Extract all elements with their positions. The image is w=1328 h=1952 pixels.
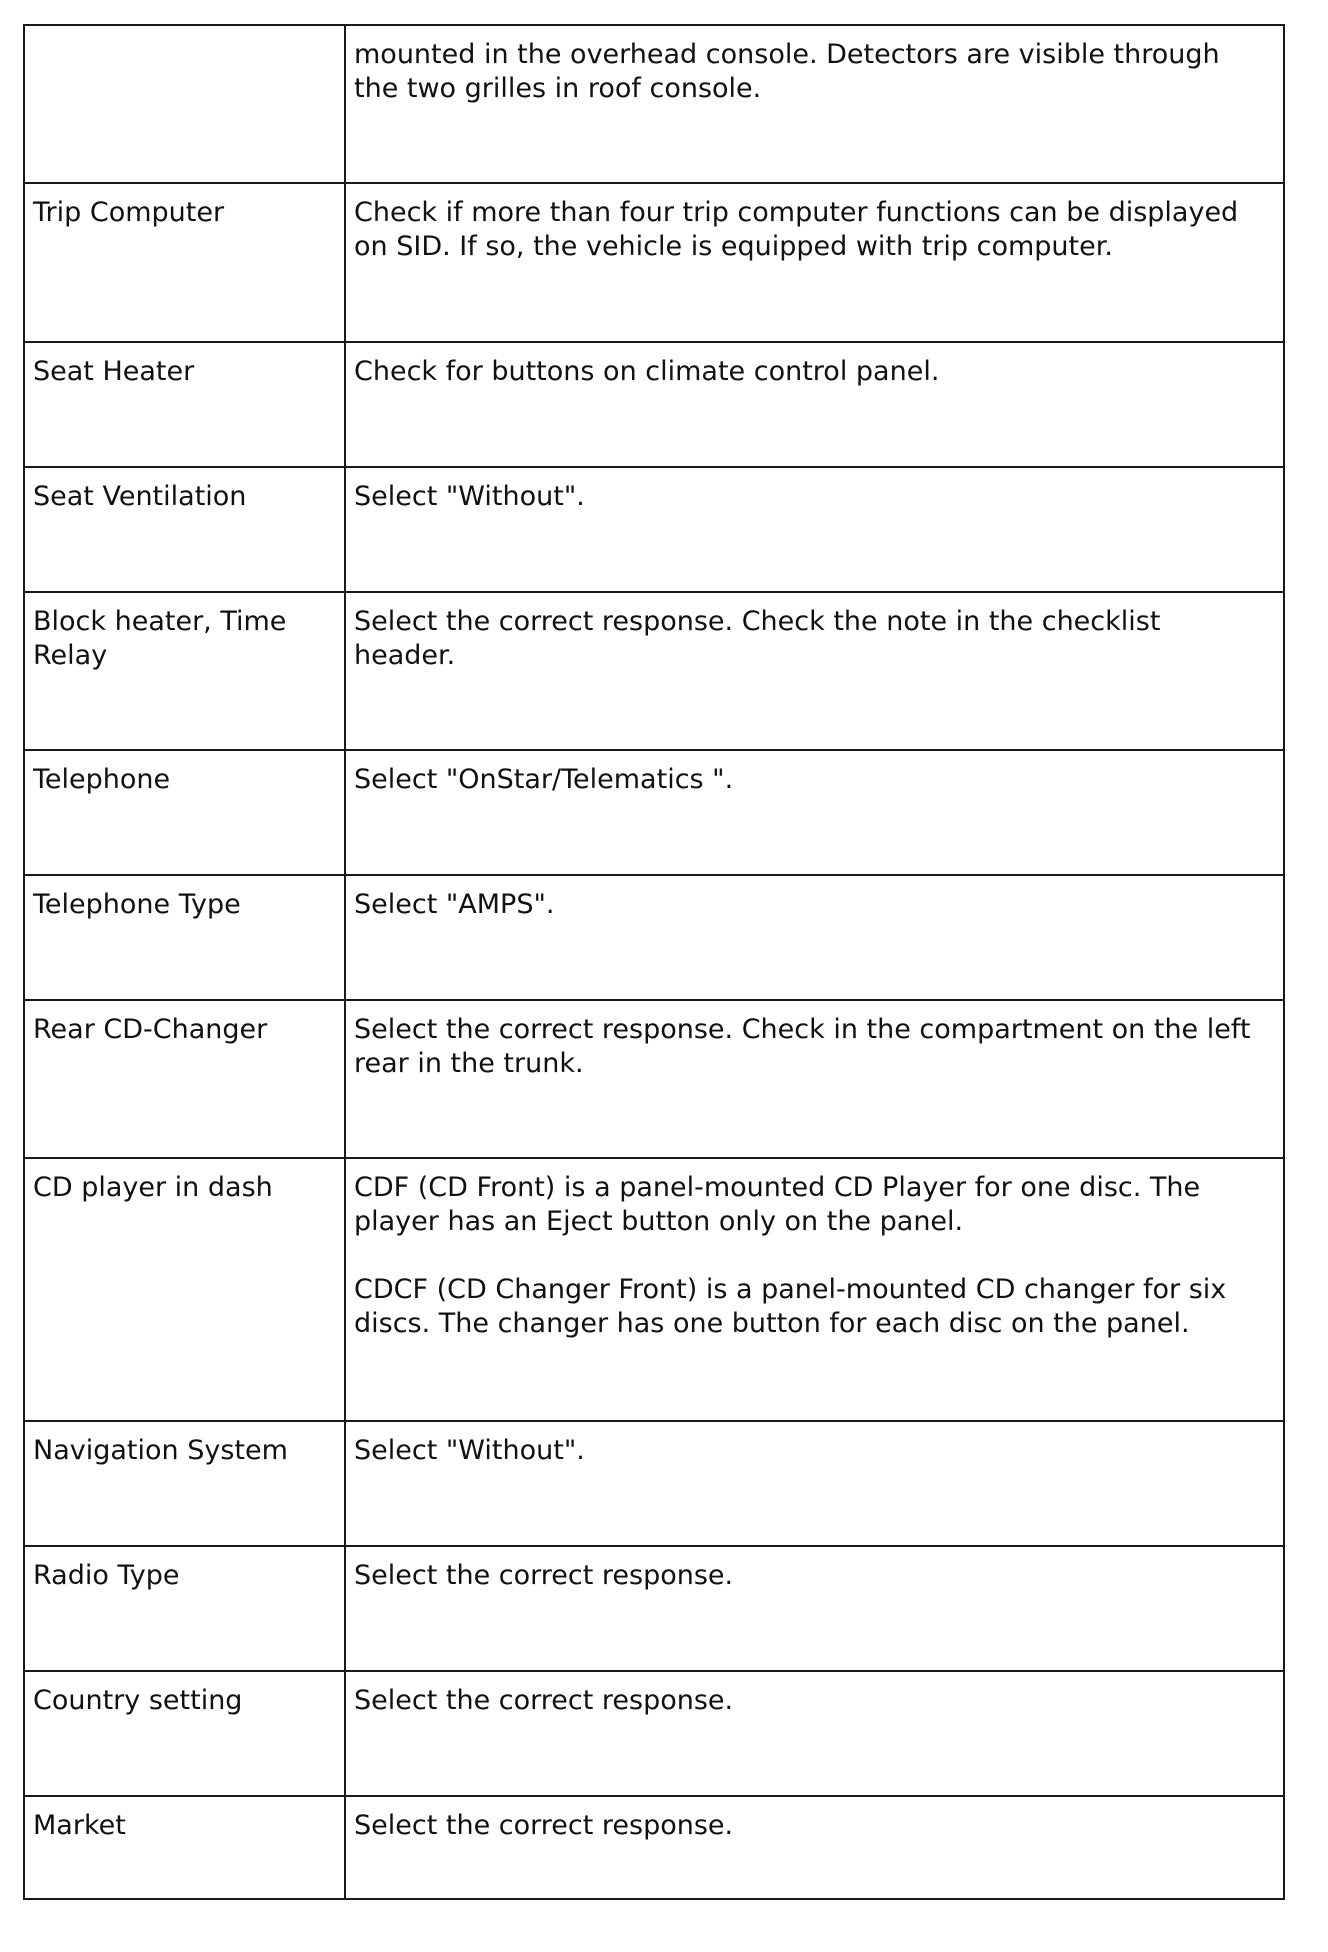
description-paragraph: mounted in the overhead console. Detectors are visible through the two grilles in roof console. xyxy=(354,39,1220,104)
row-description xyxy=(345,875,1284,1000)
row-label: Telephone xyxy=(24,750,345,875)
row-label: Market xyxy=(24,1796,345,1899)
description-paragraph: Select the correct response. xyxy=(354,1810,734,1841)
row-description xyxy=(345,1421,1284,1546)
row-description xyxy=(345,467,1284,592)
description-paragraph: CDCF (CD Changer Front) is a panel-mounted CD changer for six discs. The changer has one button for each disc on the panel. xyxy=(354,1274,1227,1339)
row-description xyxy=(345,750,1284,875)
description-paragraph: Select "AMPS". xyxy=(354,889,555,920)
row-description xyxy=(345,1796,1284,1899)
row-description xyxy=(345,1158,1284,1421)
description-paragraph: Check for buttons on climate control panel. xyxy=(354,356,940,387)
row-label: Seat Heater xyxy=(24,342,345,467)
description-paragraph: Check if more than four trip computer functions can be displayed on SID. If so, the vehicle is equipped with trip computer. xyxy=(354,197,1239,262)
row-description xyxy=(345,183,1284,342)
table-row xyxy=(24,1671,1284,1796)
table-row xyxy=(24,1796,1284,1899)
row-description xyxy=(345,1546,1284,1671)
checklist-table-body xyxy=(24,25,1284,1899)
description-paragraph: Select "Without". xyxy=(354,1435,585,1466)
description-paragraph: Select the correct response. Check the note in the checklist header. xyxy=(354,606,1161,671)
table-row xyxy=(24,183,1284,342)
row-description xyxy=(345,342,1284,467)
table-row xyxy=(24,467,1284,592)
description-paragraph: Select the correct response. xyxy=(354,1560,734,1591)
table-row xyxy=(24,1000,1284,1158)
table-row xyxy=(24,1421,1284,1546)
row-label: Trip Computer xyxy=(24,183,345,342)
row-label: Country setting xyxy=(24,1671,345,1796)
table-row xyxy=(24,592,1284,750)
row-label: Telephone Type xyxy=(24,875,345,1000)
row-description xyxy=(345,1000,1284,1158)
table-row xyxy=(24,342,1284,467)
row-description xyxy=(345,1671,1284,1796)
description-paragraph: Select the correct response. xyxy=(354,1685,734,1716)
row-label: Navigation System xyxy=(24,1421,345,1546)
row-label xyxy=(24,25,345,183)
row-label: Rear CD-Changer xyxy=(24,1000,345,1158)
row-label: Radio Type xyxy=(24,1546,345,1671)
row-description xyxy=(345,25,1284,183)
row-label: Block heater, Time Relay xyxy=(24,592,345,750)
description-paragraph: Select "Without". xyxy=(354,481,585,512)
table-row xyxy=(24,25,1284,183)
table-row xyxy=(24,875,1284,1000)
checklist-table xyxy=(23,24,1285,1900)
row-description xyxy=(345,592,1284,750)
table-row xyxy=(24,750,1284,875)
table-row xyxy=(24,1546,1284,1671)
description-paragraph: Select the correct response. Check in the compartment on the left rear in the trunk. xyxy=(354,1014,1251,1079)
row-label: Seat Ventilation xyxy=(24,467,345,592)
description-paragraph: CDF (CD Front) is a panel-mounted CD Player for one disc. The player has an Eject button only on the panel. xyxy=(354,1172,1201,1237)
table-row xyxy=(24,1158,1284,1421)
row-label: CD player in dash xyxy=(24,1158,345,1421)
description-paragraph: Select "OnStar/Telematics ". xyxy=(354,764,734,795)
